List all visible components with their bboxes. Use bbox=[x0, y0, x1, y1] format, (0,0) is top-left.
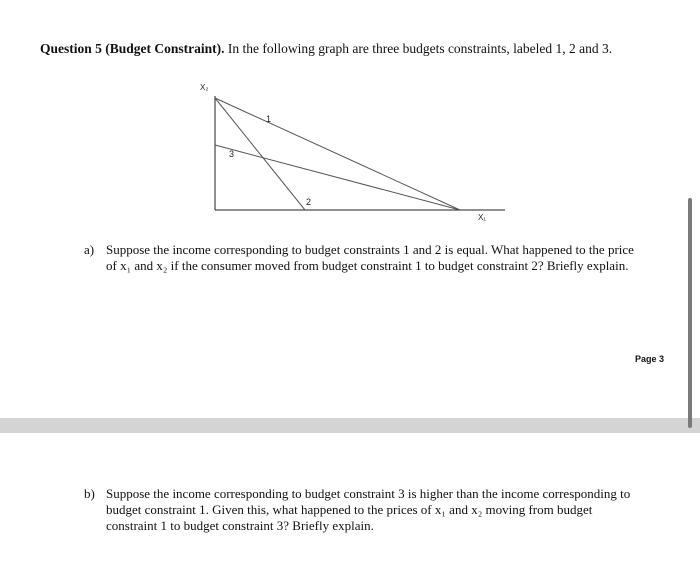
page-number: Page 3 bbox=[635, 354, 665, 364]
question-heading bbox=[40, 41, 612, 57]
part-a bbox=[84, 242, 674, 276]
question-intro: In the following graph are three budgets constraints, labeled 1, 2 and 3. bbox=[227, 41, 613, 56]
budget-line-3 bbox=[215, 145, 460, 210]
question-title: Question 5 (Budget Constraint). bbox=[40, 41, 225, 56]
page-separator bbox=[0, 418, 700, 433]
line-label-1: 1 bbox=[266, 114, 272, 124]
y-axis-label: X₂ bbox=[200, 83, 209, 92]
part-a-letter: a) bbox=[84, 242, 95, 257]
vertical-scrollbar[interactable] bbox=[688, 198, 692, 428]
budget-line-1 bbox=[215, 98, 460, 210]
line-label-2: 2 bbox=[306, 197, 312, 207]
part-b-line: constraint 1 to budget constraint 3? Briefly explain. bbox=[106, 518, 374, 533]
part-b-letter: b) bbox=[84, 486, 95, 501]
document-page-bottom bbox=[0, 433, 700, 583]
budget-constraint-graph bbox=[190, 78, 520, 223]
line-label-3: 3 bbox=[229, 149, 235, 159]
part-b bbox=[84, 486, 674, 538]
part-b-line: Suppose the income corresponding to budget constraint 3 is higher than the income corresponding to bbox=[106, 486, 631, 501]
part-a-text bbox=[106, 242, 634, 274]
part-a-line: Suppose the income corresponding to budget constraints 1 and 2 is equal. What happened to the price bbox=[106, 242, 634, 257]
part-b-line: budget constraint 1. Given this, what happened to the prices of x₁ and x₂ moving from budget bbox=[106, 502, 593, 517]
x-axis-label: X₁ bbox=[478, 213, 487, 222]
part-a-line: of x₁ and x₂ if the consumer moved from budget constraint 1 to budget constraint 2? Briefly explain. bbox=[106, 258, 629, 273]
part-b-text bbox=[106, 486, 630, 534]
